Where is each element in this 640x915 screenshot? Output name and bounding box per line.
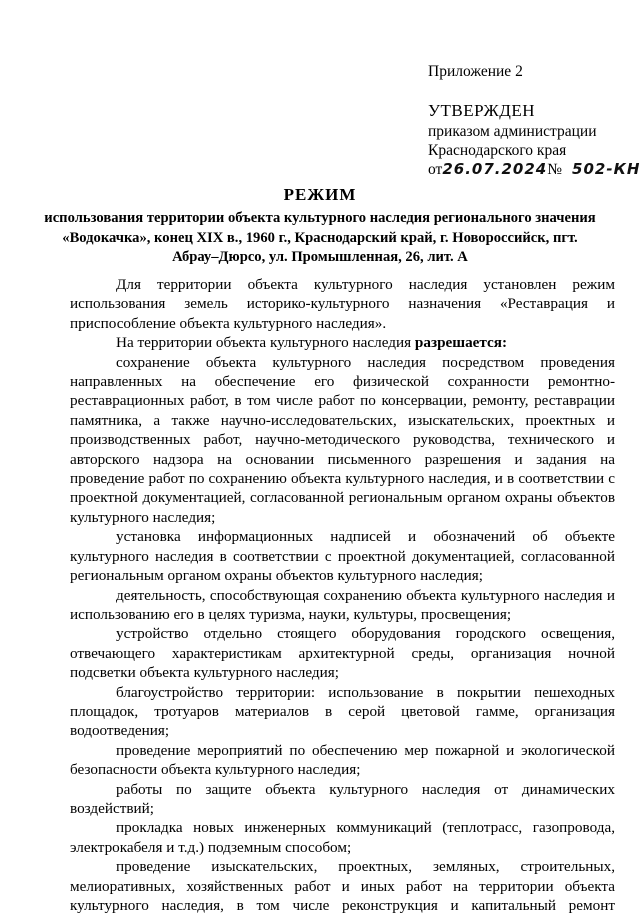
permitted-item: проведение мероприятий по обеспечению мер пожарной и экологической безопасности объекта культурного наследия;: [70, 741, 615, 779]
permitted-item: благоустройство территории: использование в покрытии пешеходных площадок, тротуаров материалов в серой цветовой гамме, организация водоотведения;: [70, 683, 615, 740]
intro-paragraph: Для территории объекта культурного наследия установлен режим использования земель историко-культурного назначения «Реставрация и приспособление объекта культурного наследия».: [70, 276, 615, 332]
permitted-prefix: На территории объекта культурного наследия: [116, 334, 415, 352]
permitted-item: работы по защите объекта культурного наследия от динамических воздействий;: [70, 780, 615, 817]
permitted-item: устройство отдельно стоящего оборудования городского освещения, отвечающего характеристикам архитектурной среды, организация ночной подсветки объекта культурного наследия;: [70, 625, 615, 682]
permitted-heading: [70, 333, 615, 352]
document-title: [0, 185, 640, 268]
order-line-1: приказом администрации: [428, 123, 597, 140]
approval-block: [428, 62, 640, 179]
order-date-number-line: [428, 160, 640, 179]
permitted-item: прокладка новых инженерных коммуникаций (теплотрасс, газопровода, электрокабеля и т.д.) подземным способом;: [70, 819, 615, 856]
order-line-2: Краснодарского края: [428, 142, 567, 159]
document-body: [70, 275, 615, 915]
permitted-item: проведение изыскательских, проектных, земляных, строительных, мелиоративных, хозяйственных работ и иных работ на территории объекта культурного наследия, в том числе реконструкция и капитальный ремонт: [70, 858, 615, 914]
handwritten-order-date: 26.07.2024: [442, 160, 548, 178]
permitted-bold: разрешается:: [414, 334, 508, 352]
order-number-label: №: [547, 161, 563, 178]
permitted-item: установка информационных надписей и обозначений об объекте культурного наследия в соответствии с проектной документацией, согласованной региональным органом охраны объектов культурного наследия;: [70, 528, 615, 585]
approved-label: УТВЕРЖДЕН: [428, 101, 535, 120]
appendix-label: Приложение 2: [428, 63, 523, 80]
title-heading: РЕЖИМ: [283, 185, 357, 204]
handwritten-order-number: 502-КН: [572, 160, 640, 178]
permitted-item: сохранение объекта культурного наследия посредством проведения направленных на обеспечение его физической сохранности ремонтно-реставрационных работ, в том числе работ по консервации, ремонту, реставрации памятника, а также научно-исследовательских, изыскательских, проектных и производственных работ, научно-методического руководства, технического и авторского надзора на основании письменного разрешения и задания на проведение работ по сохранению объекта культурного наследия, и в соответствии с проектной документацией, согласованной региональным органом охраны объектов культурного наследия;: [70, 353, 615, 526]
title-subtitle: использования территории объекта культурного наследия регионального значения «Водокачка», конец XIX в., 1960 г., Краснодарский край, г. Новороссийск, пгт. Абрау–Дюрсо, ул. Промышленная, 26, лит. А: [44, 210, 596, 265]
order-prefix: от: [428, 161, 443, 178]
permitted-item: деятельность, способствующая сохранению объекта культурного наследия и использованию его в целях туризма, науки, культуры, просвещения;: [70, 586, 615, 623]
